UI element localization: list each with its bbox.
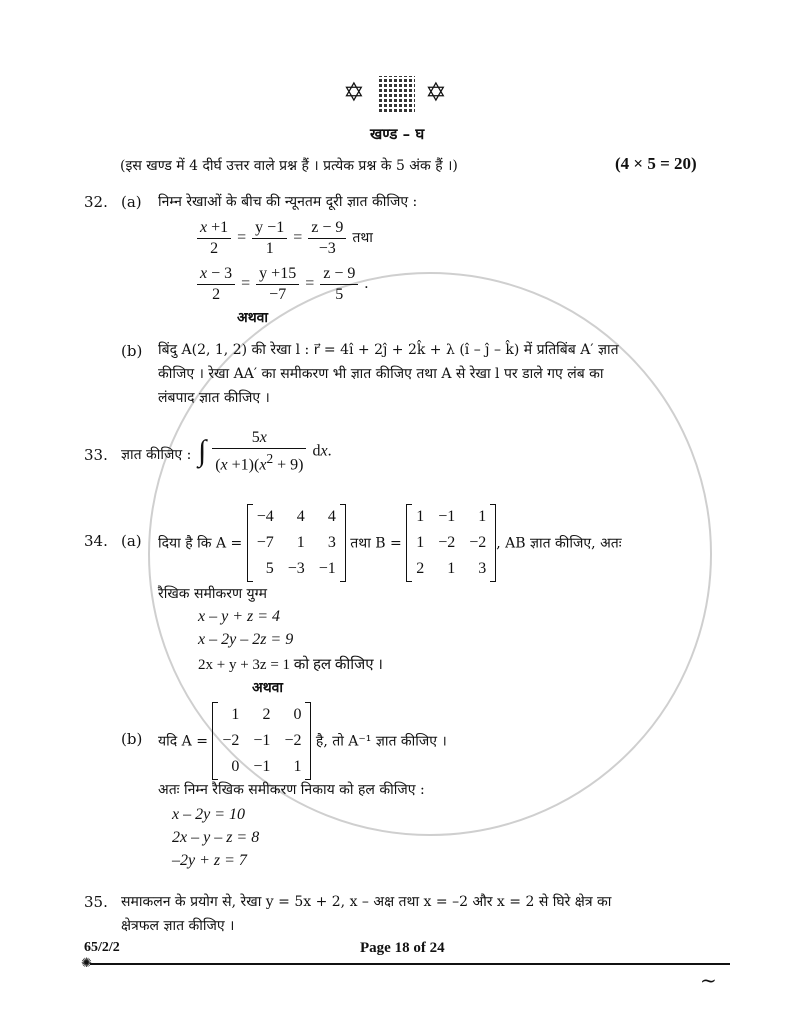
matrix-cell: 1 bbox=[296, 534, 305, 551]
matrix-a bbox=[247, 504, 346, 582]
matrix-b bbox=[406, 504, 496, 582]
matrix-cell: 2 bbox=[416, 560, 425, 577]
matrix-cell: −3 bbox=[287, 560, 305, 577]
q34-system2-title: अतः निम्न रैखिक समीकरण निकाय को हल कीजिए : bbox=[158, 782, 425, 798]
matrix-cell: 1 bbox=[478, 508, 487, 525]
q34-if-text: यदि A = bbox=[158, 733, 208, 750]
matrix-cell: −4 bbox=[256, 508, 274, 525]
matrix-row bbox=[215, 754, 308, 780]
matrix-cell: −1 bbox=[438, 508, 456, 525]
star-of-david-icon-left: ✡ bbox=[343, 78, 365, 108]
footer-page: Page 18 of 24 bbox=[360, 940, 445, 956]
matrix-cell: −2 bbox=[284, 732, 302, 749]
q32-part-b-line1: बिंदु A(2, 1, 2) की रेखा l : r⃗ = 4î + 2ĵ + 2k̂ + λ (î – ĵ – k̂) में प्रतिबिंब A′ ज्ञात bbox=[158, 342, 619, 358]
matrix-cell: −2 bbox=[438, 534, 456, 551]
q34-part-b-row bbox=[158, 702, 447, 780]
matrix-row bbox=[409, 556, 493, 582]
q32-part-b-label: (b) bbox=[121, 342, 143, 360]
matrix-row bbox=[250, 504, 343, 530]
q34-eq3: 2x + y + 3z = 1 को हल कीजिए । bbox=[198, 657, 383, 673]
q34-eq4: x – 2y = 10 bbox=[172, 806, 245, 823]
matrix-row bbox=[215, 728, 308, 754]
matrix-cell: −2 bbox=[469, 534, 487, 551]
matrix-row bbox=[250, 530, 343, 556]
matrix-cell: −7 bbox=[256, 534, 274, 551]
q34-system-title: रैखिक समीकरण युग्म bbox=[158, 586, 267, 602]
q34-ab-text: , AB ज्ञात कीजिए, अतः bbox=[496, 535, 622, 552]
q34-or-label: अथवा bbox=[252, 680, 284, 696]
q32-part-b-line2: कीजिए । रेखा AA′ का समीकरण भी ज्ञात कीजिए तथा A से रेखा l पर डाले गए लंब का bbox=[158, 366, 604, 382]
matrix-cell: 1 bbox=[293, 758, 302, 775]
q33-text: ज्ञात कीजिए : bbox=[121, 447, 192, 463]
q34-tatha-b: तथा B = bbox=[350, 535, 402, 552]
matrix-cell: 1 bbox=[416, 508, 425, 525]
matrix-cell: −2 bbox=[222, 732, 240, 749]
q32-tatha: तथा bbox=[352, 230, 373, 247]
q35-number: 35. bbox=[84, 893, 108, 911]
matrix-cell: −1 bbox=[253, 732, 271, 749]
matrix-cell: 2 bbox=[262, 706, 271, 723]
q32-or-label: अथवा bbox=[237, 310, 269, 326]
matrix-cell: 1 bbox=[416, 534, 425, 551]
q34-number: 34. bbox=[84, 532, 108, 550]
matrix-cell: 0 bbox=[231, 758, 240, 775]
matrix-cell: 5 bbox=[265, 560, 274, 577]
matrix-cell: 3 bbox=[478, 560, 487, 577]
q34-part-a-row bbox=[158, 504, 622, 582]
section-instructions: (इस खण्ड में 4 दीर्घ उत्तर वाले प्रश्न हैं । प्रत्येक प्रश्न के 5 अंक हैं ।) bbox=[120, 158, 458, 174]
q34-inverse-text: है, तो A⁻¹ ज्ञात कीजिए । bbox=[315, 733, 447, 750]
q32-number: 32. bbox=[84, 193, 108, 211]
matrix-row bbox=[409, 504, 493, 530]
matrix-row bbox=[215, 702, 308, 728]
q32-part-b-line3: लंबपाद ज्ञात कीजिए । bbox=[158, 390, 270, 406]
q33-integral: ∫ $\frac{5x}{(x +1)(x^2 + 9)}$ dx. bbox=[198, 429, 332, 474]
matrix-cell: 1 bbox=[231, 706, 240, 723]
matrix-cell: −1 bbox=[318, 560, 336, 577]
q32-line2-equation: $\frac{x - 3}{2}$ = $\frac{y +15}{-7}$ = $\frac{z - 9}{5}$ . bbox=[195, 264, 368, 305]
q32-part-a-text: निम्न रेखाओं के बीच की न्यूनतम दूरी ज्ञात कीजिए : bbox=[158, 194, 418, 210]
q34-eq1: x – y + z = 4 bbox=[198, 608, 281, 625]
q33-number: 33. bbox=[84, 446, 108, 464]
q34-part-b-label: (b) bbox=[121, 730, 143, 748]
matrix-row bbox=[250, 556, 343, 582]
footer-tilde: ~ bbox=[700, 968, 717, 992]
q35-line1: समाकलन के प्रयोग से, रेखा y = 5x + 2, x – अक्ष तथा x = –2 और x = 2 से घिरे क्षेत्र का bbox=[121, 894, 612, 910]
q34-eq2: x – 2y – 2z = 9 bbox=[198, 631, 294, 648]
q32-line1-equation: $\frac{x +1}{2}$ = $\frac{y -1}{1}$ = $\frac{z - 9}{-3}$ तथा bbox=[195, 218, 373, 259]
q34-given-text: दिया है कि A = bbox=[158, 535, 243, 552]
matrix-cell: 4 bbox=[327, 508, 336, 525]
footer-rule bbox=[90, 963, 730, 965]
matrix-row bbox=[409, 530, 493, 556]
matrix-cell: 1 bbox=[447, 560, 456, 577]
matrix-cell: 4 bbox=[296, 508, 305, 525]
q34-eq5: 2x – y – z = 8 bbox=[172, 829, 260, 846]
footer-dot-icon: ✺ bbox=[81, 956, 92, 971]
section-marks: (4 × 5 = 20) bbox=[615, 154, 697, 173]
star-of-david-icon-right: ✡ bbox=[425, 78, 447, 108]
matrix-cell: −1 bbox=[253, 758, 271, 775]
section-title: खण्ड – घ bbox=[370, 125, 425, 143]
footer-code: 65/2/2 bbox=[84, 940, 120, 955]
matrix-cell: 3 bbox=[327, 534, 336, 551]
qr-code-icon bbox=[379, 76, 415, 112]
matrix-a2 bbox=[212, 702, 311, 780]
q35-line2: क्षेत्रफल ज्ञात कीजिए । bbox=[121, 918, 235, 934]
q34-part-a-label: (a) bbox=[121, 532, 142, 550]
q34-eq6: –2y + z = 7 bbox=[172, 852, 247, 869]
matrix-cell: 0 bbox=[293, 706, 302, 723]
q32-part-a-label: (a) bbox=[121, 193, 142, 211]
